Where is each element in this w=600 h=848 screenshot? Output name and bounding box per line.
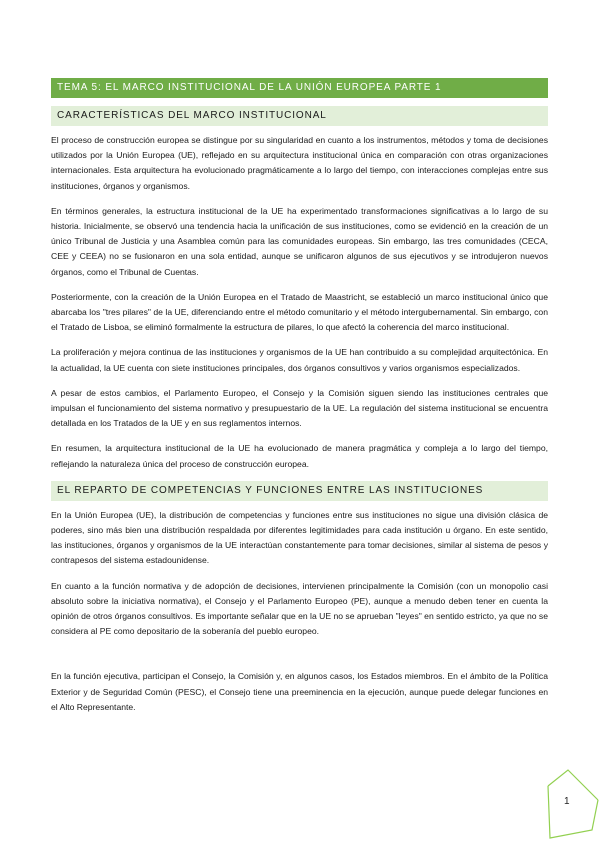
paragraph: En la función ejecutiva, participan el Consejo, la Comisión y, en algunos casos, los Estados miembros. En el ámbito de la Política Exterior y de Seguridad Común (PESC), el Consejo tiene una preeminencia en la ejecución, aunque puede delegar funciones en el Alto Representante. [51, 671, 548, 712]
document-page [51, 78, 548, 715]
section-heading-competences: EL REPARTO DE COMPETENCIAS Y FUNCIONES ENTRE LAS INSTITUCIONES [51, 481, 548, 501]
paragraph: A pesar de estos cambios, el Parlamento Europeo, el Consejo y la Comisión siguen siendo las instituciones centrales que impulsan el funcionamiento del sistema normativo y presupuestario de la UE. La regulación del sistema institucional se encuentra detallada en los Tratados de la UE y en sus reglamentos internos. [51, 387, 548, 429]
paragraph: El proceso de construcción europea se distingue por su singularidad en cuanto a los instrumentos, métodos y toma de decisiones utilizados por la Unión Europea (UE), reflejado en su arquitectura institucional única en comparación con otras organizaciones internacionales. Esta arquitectura ha evolucionado pragmáticamente a lo largo del tiempo, con interacciones complejas entre sus instituciones, órganos y organismos. [51, 135, 548, 191]
page-number: 1 [564, 796, 570, 807]
paragraph: En cuanto a la función normativa y de adopción de decisiones, intervienen principalmente la Comisión (con un monopolio casi absoluto sobre la iniciativa normativa), el Consejo y el Parlamento Europeo (PE), aunque a menudo deben tener en cuenta la opinión de otros órganos consultivos. Es importante señalar que en la UE no se aprueban "leyes" en sentido estricto, ya que no se considera al PE como depositario de la soberanía del pueblo europeo. [51, 580, 548, 637]
paragraph: En términos generales, la estructura institucional de la UE ha experimentado transformaciones significativas a lo largo de su historia. Inicialmente, se observó una tendencia hacia la unificación de sus instituciones, como se evidenció en la creación de un único Tribunal de Justicia y una Asamblea común para las comunidades europeas. Sin embargo, las tres comunidades (CECA, CEE y CEEA) no se fusionaron en una sola entidad, aunque se unificaron algunos de sus ejecutivos y se introdujeron nuevos órganos, como el Tribunal de Cuentas. [51, 205, 548, 277]
paragraph: La proliferación y mejora continua de las instituciones y organismos de la UE han contribuido a su complejidad arquitectónica. En la actualidad, la UE cuenta con siete instituciones principales, dos órganos consultivos y varios organismos especializados. [51, 347, 548, 373]
paragraph: Posteriormente, con la creación de la Unión Europea en el Tratado de Maastricht, se estableció un marco institucional único que abarcaba los "tres pilares" de la UE, diferenciando entre el método comunitario y el método intergubernamental. Sin embargo, con el Tratado de Lisboa, se eliminó formalmente la estructura de pilares, lo que afectó la coherencia del marco institucional. [51, 291, 548, 333]
topic-title-banner: TEMA 5: EL MARCO INSTITUCIONAL DE LA UNIÓN EUROPEA PARTE 1 [51, 78, 548, 98]
page-number-corner [520, 768, 600, 848]
paragraph: En resumen, la arquitectura institucional de la UE ha evolucionado de manera pragmática y compleja a lo largo del tiempo, reflejando la naturaleza única del proceso de construcción europea. [51, 443, 548, 469]
section-heading-characteristics: CARACTERÍSTICAS DEL MARCO INSTITUCIONAL [51, 106, 548, 126]
paragraph: En la Unión Europea (UE), la distribución de competencias y funciones entre sus instituciones no sigue una división clásica de poderes, sino más bien una distribución respaldada por diferentes legitimidades para cada institución u órgano. En este sentido, las instituciones, órganos y organismos de la UE interactúan constantemente para tomar decisiones, similar al sistema de pesos y contrapesos del sistema estadounidense. [51, 509, 548, 566]
corner-shape-icon [520, 768, 600, 848]
